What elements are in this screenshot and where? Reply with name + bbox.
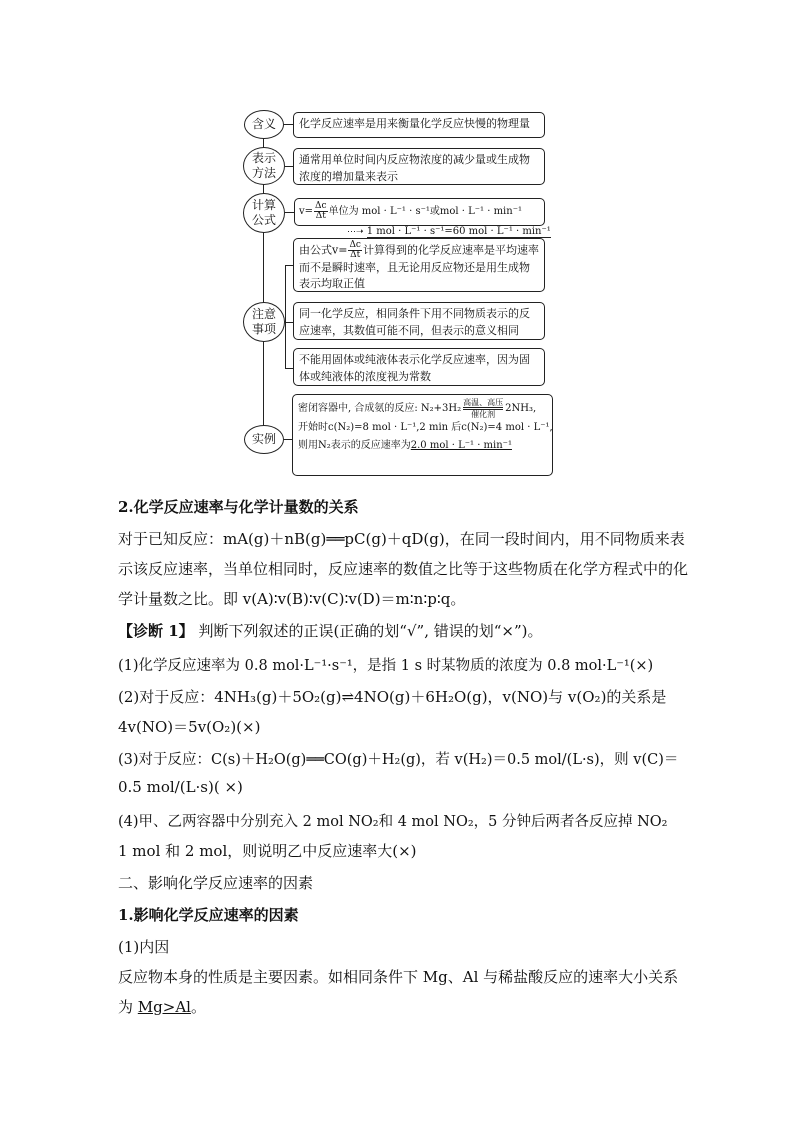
diagnosis-item-4a: (4)甲、乙两容器中分别充入 2 mol NO₂和 4 mol NO₂，5 分钟后两者各反应掉 NO₂ — [118, 814, 668, 830]
example-line-2: 开始时c(N₂)=8 mol · L⁻¹,2 min 后c(N₂)=4 mol · L⁻¹, — [298, 422, 553, 433]
oval-method-label: 表示方法 — [251, 151, 276, 180]
example-product: 2NH₃, — [505, 403, 537, 414]
note1-rest: 计算得到的化学反应速率是平均速率而不是瞬时速率，且无论用反应物还是用生成物表示均取正值 — [299, 243, 539, 290]
box-example — [292, 394, 553, 476]
diagnosis-item-2b: 4v(NO)＝5v(O₂)(×) — [118, 718, 261, 736]
note1-num: Δc — [349, 240, 361, 250]
connector — [284, 439, 292, 440]
diagnosis-item-1: (1)化学反应速率为 0.8 mol·L⁻¹·s⁻¹，是指 1 s 时某物质的浓度为 0.8 mol·L⁻¹(×) — [118, 658, 654, 674]
section-title-2: 2.化学反应速率与化学计量数的关系 — [118, 498, 359, 516]
reaction-arrow — [463, 398, 503, 419]
oval-formula-label: 计算公式 — [251, 198, 276, 227]
oval-notes-label: 注意事项 — [251, 307, 276, 336]
oval-notes — [243, 302, 285, 342]
sub-title-internal: (1)内因 — [118, 938, 170, 956]
connector — [285, 368, 293, 369]
formula-num: Δc — [315, 201, 327, 211]
sub-title-factors: 1.影响化学反应速率的因素 — [118, 906, 299, 924]
note1-prefix: 由公式v= — [299, 243, 348, 257]
box-method: 通常用单位时间内反应物浓度的减少量或生成物浓度的增加量来表示 — [293, 148, 545, 185]
concept-diagram — [0, 0, 794, 490]
formula-v: v= — [299, 206, 314, 217]
arrow-cond-top: 高温、高压 — [463, 398, 504, 407]
paragraph-internal — [118, 962, 688, 1022]
connector — [285, 166, 293, 167]
diagnosis-item-4b: 1 mol 和 2 mol，则说明乙中反应速率大(×) — [118, 842, 417, 860]
diagnosis-label: 【诊断 1】 — [118, 622, 194, 640]
box-meaning: 化学反应速率是用来衡量化学反应快慢的物理量 — [293, 112, 545, 138]
diagnosis-heading — [118, 620, 542, 641]
oval-formula — [243, 193, 285, 233]
para2-text: 反应物本身的性质是主要因素。如相同条件下 Mg、Al 与稀盐酸反应的速率大小关系为 — [118, 968, 679, 1016]
formula-fraction — [314, 202, 328, 221]
example-answer: 2.0 mol · L⁻¹ · min⁻¹ — [410, 440, 512, 451]
oval-example: 实例 — [244, 425, 284, 454]
oval-method — [243, 147, 285, 185]
diagnosis-item-2a: (2)对于反应：4NH₃(g)＋5O₂(g)⇌4NO(g)＋6H₂O(g)，v(NO)与 v(O₂)的关系是 — [118, 688, 667, 706]
arrow-cond-bottom: 催化剂 — [463, 409, 503, 419]
connector — [285, 212, 294, 213]
diagnosis-text: 判断下列叙述的正误(正确的划“√”, 错误的划“×”)。 — [193, 622, 543, 640]
section-heading-factors: 二、影响化学反应速率的因素 — [118, 874, 314, 892]
conversion-text: 1 mol · L⁻¹ · s⁻¹=60 mol · L⁻¹ · min⁻¹ — [366, 226, 551, 237]
box-note-2: 同一化学反应，相同条件下用不同物质表示的反应速率，其数值可能不同，但表示的意义相同 — [293, 302, 545, 340]
formula-den: Δt — [315, 211, 326, 221]
formula-unit: 单位为 mol · L⁻¹ · s⁻¹或mol · L⁻¹ · min⁻¹ — [328, 206, 522, 217]
para2-answer: Mg>Al — [137, 998, 191, 1016]
example-line-3 — [298, 437, 547, 455]
connector — [285, 322, 293, 323]
example-line3-prefix: 则用N₂表示的反应速率为 — [298, 440, 411, 451]
note1-fraction — [348, 241, 362, 260]
box-formula — [294, 198, 545, 226]
diagnosis-item-3a: (3)对于反应：C(s)＋H₂O(g)══CO(g)＋H₂(g)，若 v(H₂)＝0.5 mol/(L·s)，则 v(C)＝ — [118, 752, 679, 768]
bracket-notes — [285, 265, 286, 368]
box-note-3: 不能用固体或纯液体表示化学反应速率，因为固体或纯液体的浓度视为常数 — [293, 348, 545, 386]
connector — [285, 265, 293, 266]
paragraph-relation: 对于已知反应：mA(g)＋nB(g)══pC(g)＋qD(g)，在同一段时间内，用不同物质来表示该反应速率，当单位相同时，反应速率的数值之比等于这些物质在化学方程式中的化学计量数之比。即 v(A)∶v(B)∶v(C)∶v(D)＝m∶n∶p∶q。 — [118, 530, 689, 608]
para2-end: 。 — [190, 998, 206, 1016]
diagnosis-item-3b: 0.5 mol/(L·s)( ×) — [118, 778, 243, 796]
note1-den: Δt — [350, 250, 361, 260]
example-line-1 — [298, 398, 547, 419]
box-note-1 — [293, 238, 545, 292]
formula-conversion — [347, 226, 551, 237]
connector — [284, 124, 293, 125]
example-line1-text: 密闭容器中, 合成氨的反应: N₂+3H₂ — [298, 403, 462, 414]
oval-meaning: 含义 — [244, 110, 284, 139]
dashed-arrow: ⋯➝ — [347, 227, 364, 237]
